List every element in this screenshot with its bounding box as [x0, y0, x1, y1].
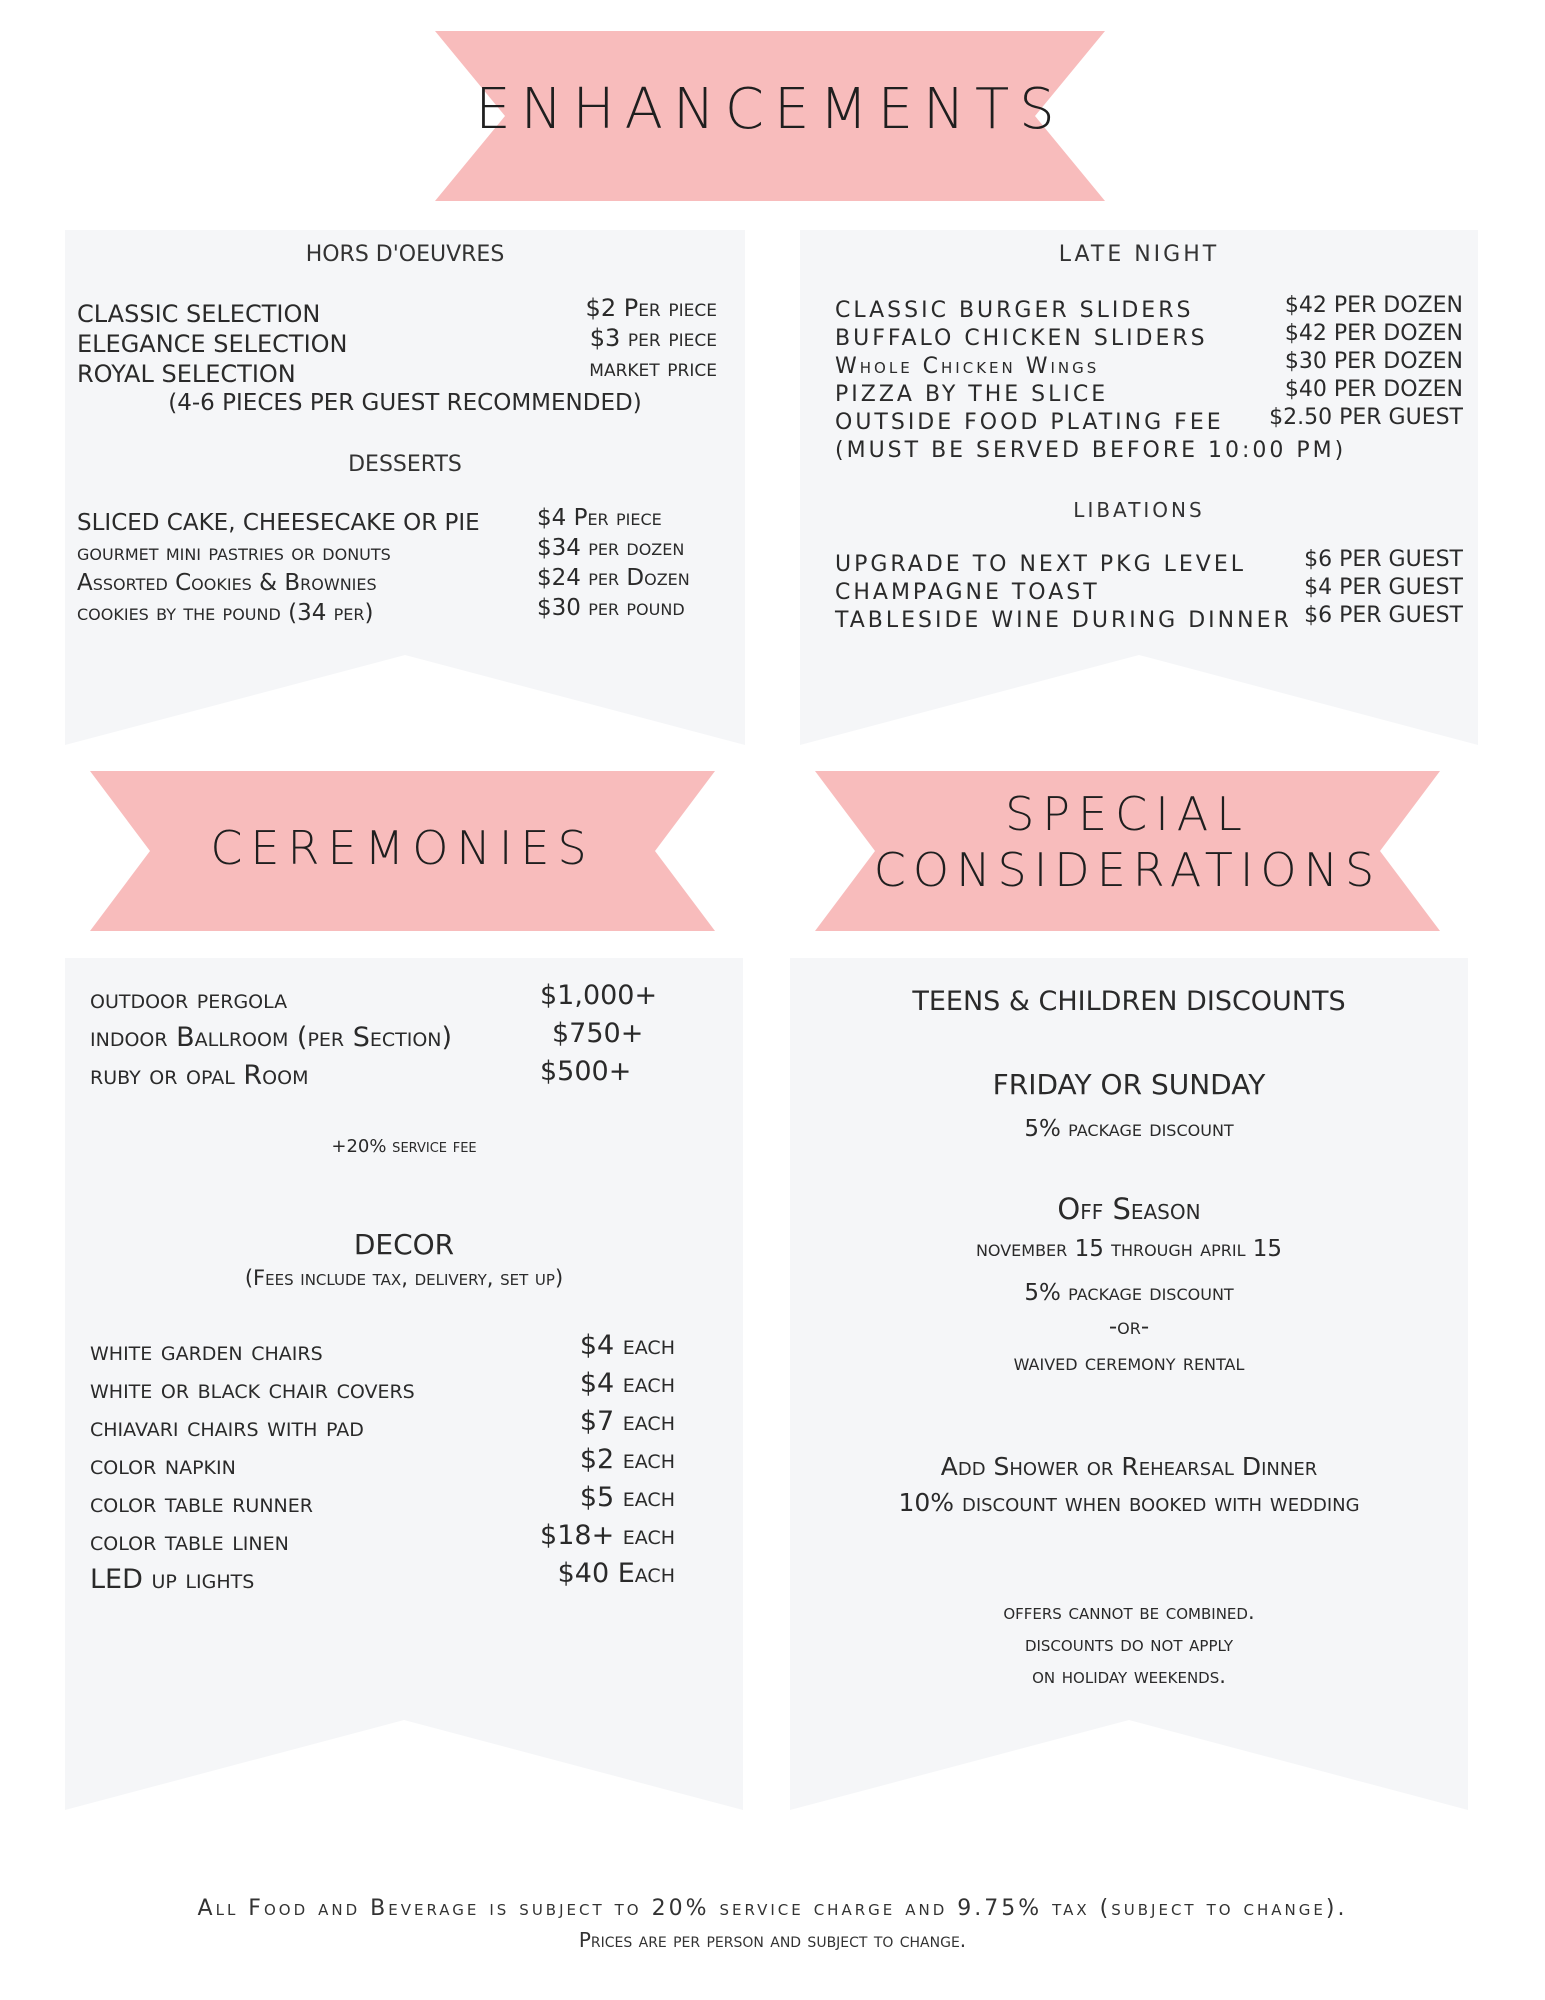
late-night-title: LATE NIGHT	[1058, 242, 1220, 267]
ceremonies-title: CEREMONIES	[210, 821, 595, 875]
offers-note-2: discounts do not apply	[1024, 1632, 1234, 1656]
footer-line-2: Prices are per person and subject to change.	[578, 1928, 967, 1952]
desserts-title: DESSERTS	[348, 452, 462, 477]
list-item: color napkin $2 each	[90, 1444, 675, 1481]
list-item: Assorted Cookies & Brownies $24 per Dozen	[77, 565, 690, 596]
offers-note-3: on holiday weekends.	[1032, 1664, 1226, 1688]
friday-sunday: FRIDAY OR SUNDAY	[992, 1068, 1266, 1101]
off-season: Off Season	[1057, 1192, 1201, 1226]
decor-note: (Fees include tax, delivery, set up)	[244, 1266, 564, 1290]
special-considerations-panel	[790, 958, 1468, 1810]
special-title-line2: CONSIDERATIONS	[873, 843, 1382, 897]
list-item: outdoor pergola $1,000+	[90, 980, 658, 1015]
list-item: CHAMPAGNE TOAST $4 PER GUEST	[835, 575, 1463, 605]
list-item: ROYAL SELECTION market price	[77, 354, 717, 388]
list-item: ruby or opal Room $500+	[90, 1056, 632, 1091]
list-item: Whole Chicken Wings $30 PER DOZEN	[835, 349, 1463, 379]
late-night-libations-panel	[800, 230, 1478, 745]
hors-title: HORS D'OEUVRES	[305, 242, 505, 267]
libations-title: LIBATIONS	[1073, 498, 1205, 522]
service-fee: +20% service fee	[331, 1136, 477, 1157]
list-item: BUFFALO CHICKEN SLIDERS $42 PER DOZEN	[835, 321, 1463, 351]
late-night-note: (MUST BE SERVED BEFORE 10:00 PM)	[835, 438, 1347, 463]
shower-discount: 10% discount when booked with wedding	[898, 1488, 1360, 1517]
hors-note: (4-6 PIECES PER GUEST RECOMMENDED)	[168, 390, 642, 416]
page-title: ENHANCEMENTS	[475, 77, 1065, 142]
list-item: color table runner $5 each	[90, 1482, 675, 1519]
footer-line-1: All Food and Beverage is subject to 20% service charge and 9.75% tax (subject to change).	[197, 1896, 1348, 1921]
list-item: color table linen $18+ each	[90, 1520, 675, 1557]
list-item: white garden chairs $4 each	[90, 1330, 675, 1367]
list-item: gourmet mini pastries or donuts $34 per dozen	[77, 535, 685, 566]
list-item: OUTSIDE FOOD PLATING FEE $2.50 PER GUEST	[835, 405, 1463, 435]
off-season-discount: 5% package discount	[1024, 1280, 1234, 1306]
or-divider: -or-	[1108, 1314, 1150, 1340]
list-item: indoor Ballroom (per Section) $750+	[90, 1018, 644, 1053]
list-item: ELEGANCE SELECTION $3 per piece	[77, 324, 717, 358]
shower-rehearsal: Add Shower or Rehearsal Dinner	[940, 1452, 1318, 1481]
list-item: PIZZA BY THE SLICE $40 PER DOZEN	[835, 377, 1463, 407]
list-item: UPGRADE TO NEXT PKG LEVEL $6 PER GUEST	[835, 547, 1463, 577]
list-item: TABLESIDE WINE DURING DINNER $6 PER GUEST	[835, 603, 1463, 633]
offers-note-1: offers cannot be combined.	[1003, 1600, 1255, 1624]
list-item: CLASSIC SELECTION $2 Per piece	[77, 294, 717, 328]
ceremonies-panel	[65, 958, 743, 1810]
list-item: CLASSIC BURGER SLIDERS $42 PER DOZEN	[835, 293, 1463, 323]
friday-discount: 5% package discount	[1024, 1116, 1234, 1142]
off-season-dates: november 15 through april 15	[975, 1236, 1283, 1262]
enhancements-banner	[435, 31, 1105, 201]
list-item: SLICED CAKE, CHEESECAKE OR PIE $4 Per piece	[77, 505, 662, 536]
hors-desserts-panel	[65, 230, 745, 745]
list-item: chiavari chairs with pad $7 each	[90, 1406, 675, 1443]
special-considerations-banner	[815, 771, 1440, 931]
list-item: LED up lights $40 Each	[90, 1558, 675, 1595]
special-title-line1: SPECIAL	[1005, 787, 1250, 841]
list-item: cookies by the pound (34 per) $30 per pound	[77, 595, 685, 626]
list-item: white or black chair covers $4 each	[90, 1368, 675, 1405]
decor-title: DECOR	[353, 1228, 455, 1261]
waived-ceremony: waived ceremony rental	[1013, 1350, 1245, 1376]
teens-discounts: TEENS & CHILDREN DISCOUNTS	[912, 986, 1346, 1017]
ceremonies-banner	[90, 771, 715, 931]
